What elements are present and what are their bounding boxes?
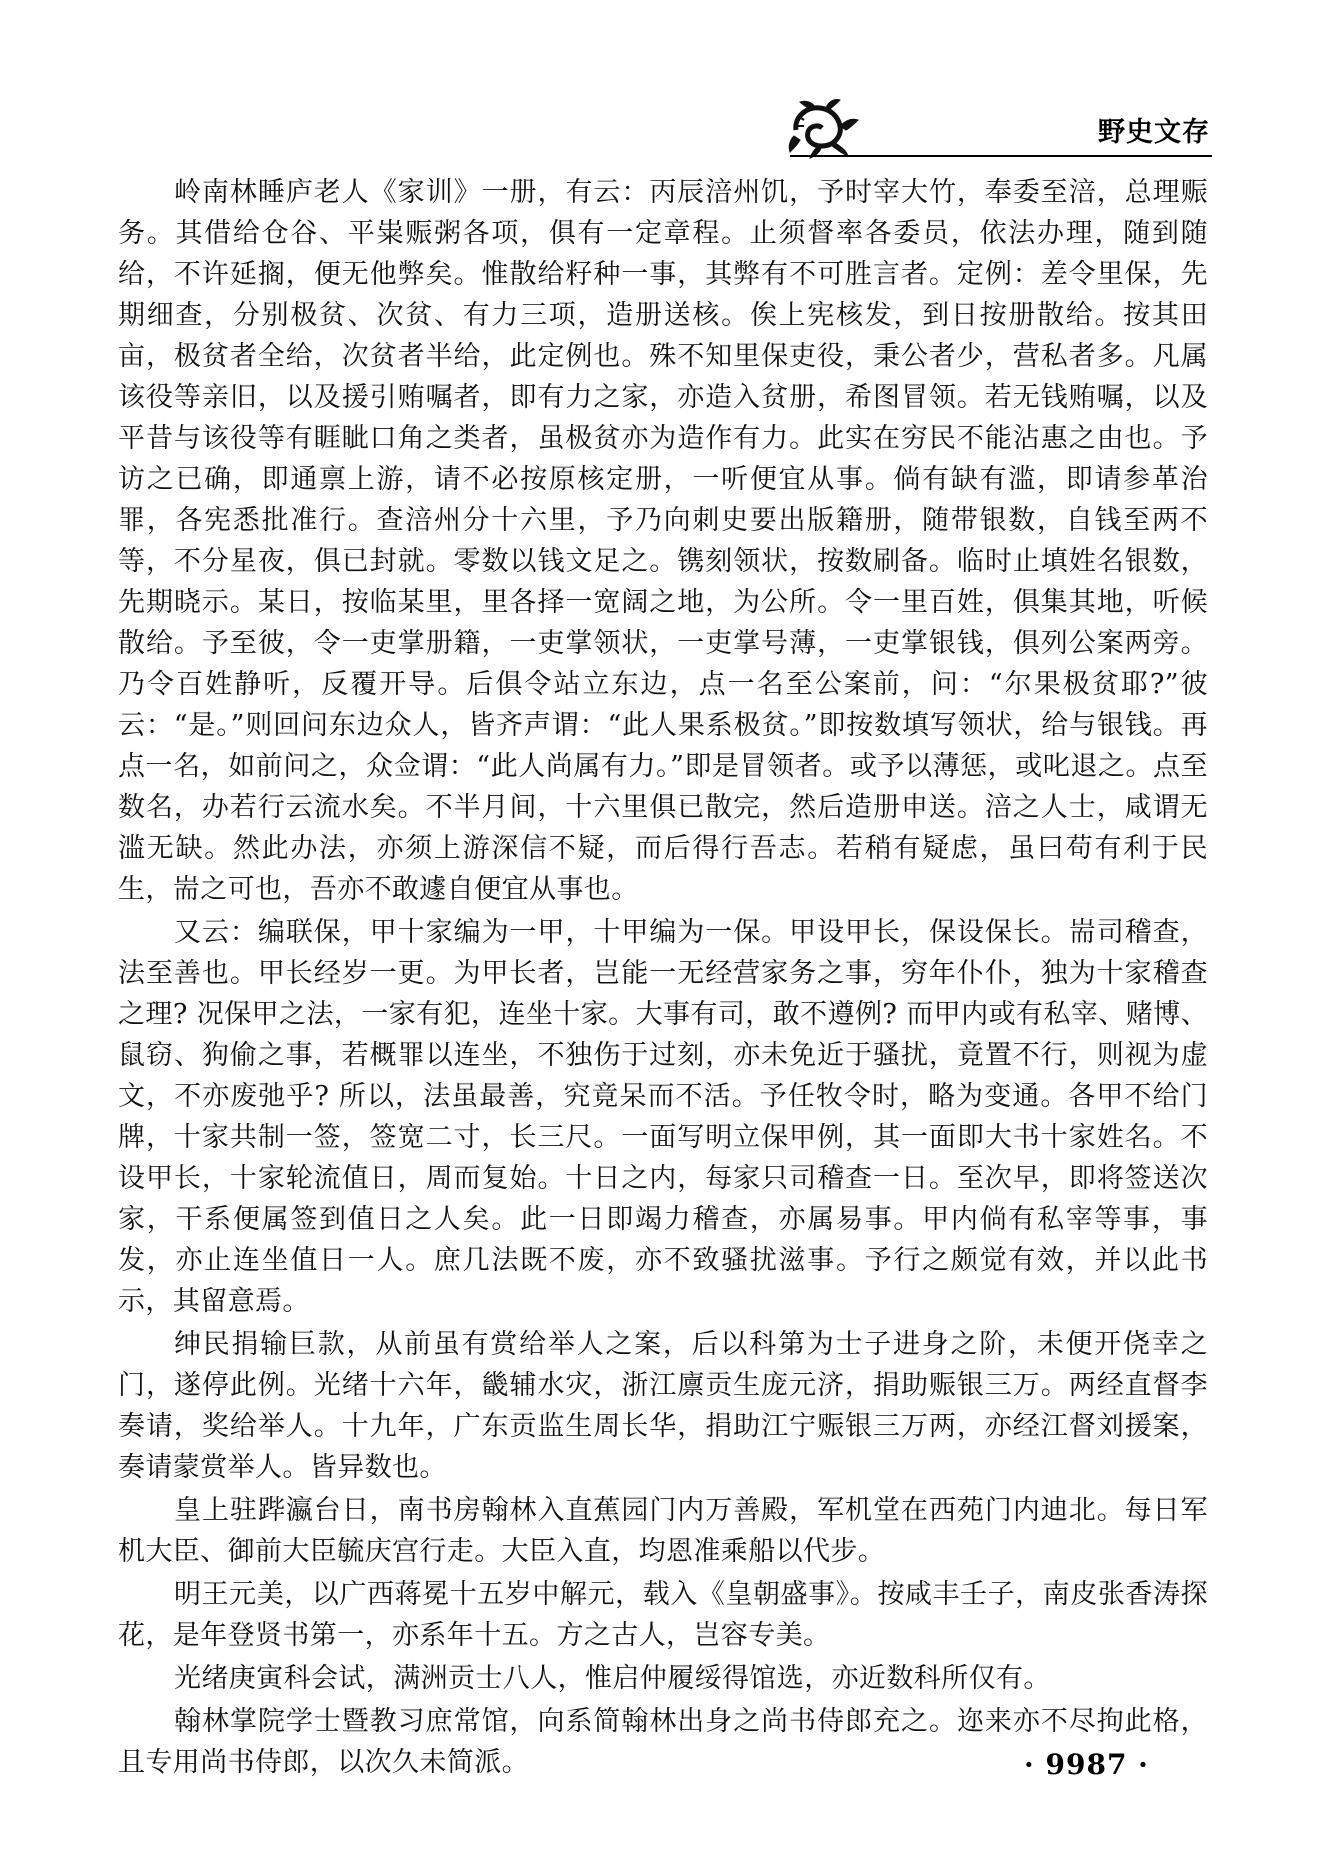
header-rule	[790, 155, 1212, 157]
series-title: 野史文存	[1098, 117, 1210, 148]
paragraph: 翰林掌院学士暨教习庶常馆，向系简翰林出身之尚书侍郎充之。迩来亦不尽拘此格，且专用尚书侍郎，以次久未简派。	[118, 1706, 1208, 1778]
paragraph: 岭南林睡庐老人《家训》一册，有云：丙辰涪州饥，予时宰大竹，奉委至涪，总理赈务。其借给仓谷、平粜赈粥各项，俱有一定章程。止须督率各委员，依法办理，随到随给，不许延搁，便无他弊矣。惟散给籽种一事，其弊有不可胜言者。定例：差令里保，先期细查，分别极贫、次贫、有力三项，造册送核。俟上宪核发，到日按册散给。按其田亩，极贫者全给，次贫者半给，此定例也。殊不知里保吏役，秉公者少，营私者多。凡属该役等亲旧，以及援引贿嘱者，即有力之家，亦造入贫册，希图冒领。若无钱贿嘱，以及平昔与该役等有睚眦口角之类者，虽极贫亦为造作有力。此实在穷民不能沾惠之由也。予访之已确，即通禀上游，请不必按原核定册，一听便宜从事。倘有缺有滥，即请参革治罪，各宪悉批准行。查涪州分十六里，予乃向刺史要出版籍册，随带银数，自钱至两不等，不分星夜，俱已封就。零数以钱文足之。镌刻领状，按数刷备。临时止填姓名银数，先期晓示。某日，按临某里，里各择一宽阔之地，为公所。令一里百姓，俱集其地，听候散给。予至彼，令一吏掌册籍，一吏掌领状，一吏掌号薄，一吏掌银钱，俱列公案两旁。乃令百姓静听，反覆开导。后俱令站立东边，点一名至公案前，问：“尔果极贫耶?”彼云：“是。”则回问东边众人，皆齐声谓：“此人果系极贫。”即按数填写领状，给与银钱。再点一名，如前问之，众佥谓：“此人尚属有力。”即是冒领者。或予以薄惩，或叱退之。点至数名，办若行云流水矣。不半月间，十六里俱已散完，然后造册申送。涪之人士，咸谓无滥无缺。然此办法，亦须上游深信不疑，而后得行吾志。若稍有疑虑，虽曰苟有利于民生，耑之可也，吾亦不敢遽自便宜从事也。	[118, 177, 1208, 905]
paragraph: 光绪庚寅科会试，满洲贡士八人，惟启仲履绥得馆选，亦近数科所仅有。	[174, 1663, 1051, 1694]
page-number: · 9987 ·	[1024, 1748, 1149, 1781]
paragraph: 皇上驻跸瀛台日，南书房翰林入直蕉园门内万善殿，军机堂在西苑门内迪北。每日军机大臣、御前大臣毓庆宫行走。大臣入直，均恩准乘船以代步。	[118, 1495, 1208, 1567]
paragraph: 明王元美，以广西蒋冕十五岁中解元，载入《皇朝盛事》。按咸丰壬子，南皮张香涛探花，是年登贤书第一，亦系年十五。方之古人，岂容专美。	[118, 1579, 1208, 1651]
page-header	[786, 96, 1210, 160]
page-body	[118, 172, 1208, 1783]
paragraph: 又云：编联保，甲十家编为一甲，十甲编为一保。甲设甲长，保设保长。耑司稽查，法至善也。甲长经岁一更。为甲长者，岂能一无经营家务之事，穷年仆仆，独为十家稽查之理? 况保甲之法，一家有犯，连坐十家。大事有司，敢不遵例? 而甲内或有私宰、赌博、鼠窃、狗偷之事，若概罪以连坐，不独伤于过刻，亦未免近于骚扰，竟置不行，则视为虚文，不亦废弛乎? 所以，法虽最善，究竟呆而不活。予任牧令时，略为变通。各甲不给门牌，十家共制一签，签宽二寸，长三尺。一面写明立保甲例，其一面即大书十家姓名。不设甲长，十家轮流值日，周而复始。十日之内，每家只司稽查一日。至次早，即将签送次家，干系便属签到值日之人矣。此一日即竭力稽查，亦属易事。甲内倘有私宰等事，事发，亦止连坐值日一人。庶几法既不废，亦不致骚扰滋事。予行之颇觉有效，并以此书示，其留意焉。	[118, 917, 1208, 1317]
paragraph: 绅民捐输巨款，从前虽有赏给举人之案，后以科第为士子进身之阶，未便开侥幸之门，遂停此例。光绪十六年，畿辅水灾，浙江廪贡生庞元济，捐助赈银三万。两经直督李奏请，奖给举人。十九年，广东贡监生周长华，捐助江宁赈银三万两，亦经江督刘援案，奏请蒙赏举人。皆异数也。	[118, 1329, 1208, 1483]
dragon-emblem-icon	[786, 96, 862, 160]
